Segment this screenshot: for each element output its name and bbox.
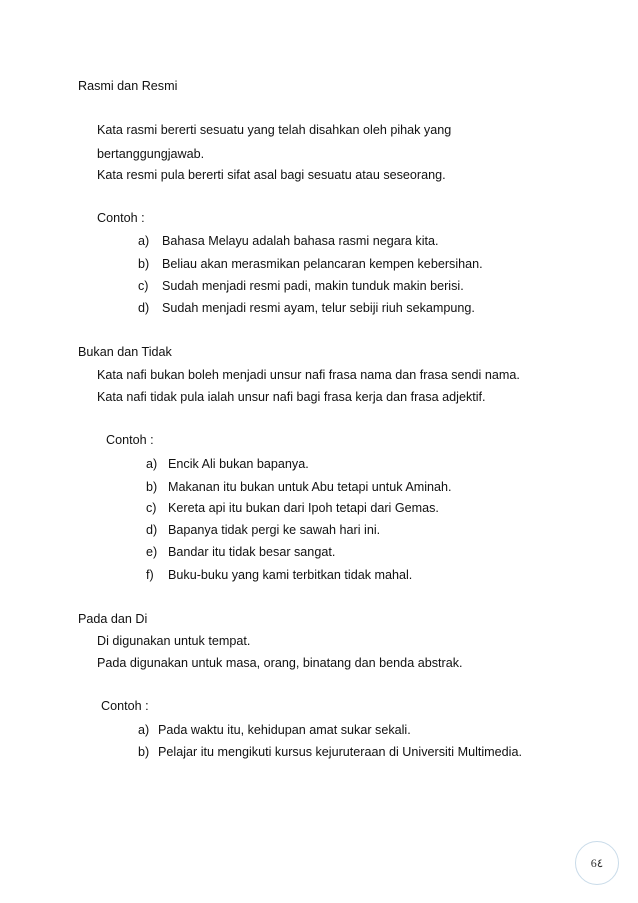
example-item xyxy=(146,544,335,560)
example-marker: d) xyxy=(138,301,150,315)
paragraph-line: Kata resmi pula bererti sifat asal bagi sesuatu atau seseorang. xyxy=(97,168,446,182)
example-item xyxy=(146,479,452,495)
example-marker: a) xyxy=(138,234,150,248)
contoh-label: Contoh : xyxy=(101,699,149,713)
example-marker: e) xyxy=(146,545,158,559)
example-text: Pada waktu itu, kehidupan amat sukar sekali. xyxy=(158,723,411,737)
example-item xyxy=(138,744,522,760)
example-text: Kereta api itu bukan dari Ipoh tetapi dari Gemas. xyxy=(168,501,439,515)
example-text: Bandar itu tidak besar sangat. xyxy=(168,545,336,559)
example-text: Encik Ali bukan bapanya. xyxy=(168,457,309,471)
example-text: Buku-buku yang kami terbitkan tidak mahal. xyxy=(168,568,413,582)
contoh-label: Contoh : xyxy=(106,433,154,447)
example-marker: a) xyxy=(138,723,150,737)
example-text: Sudah menjadi resmi padi, makin tunduk makin berisi. xyxy=(162,279,464,293)
example-item xyxy=(146,456,309,472)
section-heading-pada: Pada dan Di xyxy=(78,612,148,626)
example-text: Bapanya tidak pergi ke sawah hari ini. xyxy=(168,523,381,537)
example-text: Makanan itu bukan untuk Abu tetapi untuk Aminah. xyxy=(168,480,452,494)
paragraph-line: bertanggungjawab. xyxy=(97,147,205,161)
example-item xyxy=(138,278,464,294)
example-text: Bahasa Melayu adalah bahasa rasmi negara kita. xyxy=(162,234,439,248)
example-marker: c) xyxy=(138,279,149,293)
example-text: Sudah menjadi resmi ayam, telur sebiji riuh sekampung. xyxy=(162,301,475,315)
example-marker: b) xyxy=(138,257,150,271)
example-marker: a) xyxy=(146,457,158,471)
example-item xyxy=(138,722,411,738)
paragraph-line: Di digunakan untuk tempat. xyxy=(97,634,251,648)
example-item xyxy=(138,233,439,249)
paragraph-line: Kata rasmi bererti sesuatu yang telah disahkan oleh pihak yang xyxy=(97,123,452,137)
section-heading-bukan: Bukan dan Tidak xyxy=(78,345,172,359)
paragraph-line: Kata nafi bukan boleh menjadi unsur nafi frasa nama dan frasa sendi nama. xyxy=(97,368,520,382)
example-item xyxy=(138,300,475,316)
example-item xyxy=(138,256,483,272)
example-item xyxy=(146,567,412,583)
paragraph-line: Pada digunakan untuk masa, orang, binatang dan benda abstrak. xyxy=(97,656,463,670)
example-text: Pelajar itu mengikuti kursus kejuruteraan di Universiti Multimedia. xyxy=(158,745,522,759)
example-marker: f) xyxy=(146,568,154,582)
page-number-badge xyxy=(575,841,619,885)
example-marker: b) xyxy=(138,745,150,759)
contoh-label: Contoh : xyxy=(97,211,145,225)
example-marker: b) xyxy=(146,480,158,494)
page-number: 6٤ xyxy=(590,855,604,870)
example-text: Beliau akan merasmikan pelancaran kempen kebersihan. xyxy=(162,257,483,271)
paragraph-line: Kata nafi tidak pula ialah unsur nafi bagi frasa kerja dan frasa adjektif. xyxy=(97,390,486,404)
example-item xyxy=(146,522,380,538)
example-item xyxy=(146,500,439,516)
example-marker: c) xyxy=(146,501,157,515)
example-marker: d) xyxy=(146,523,158,537)
section-heading-rasmi: Rasmi dan Resmi xyxy=(78,79,178,93)
